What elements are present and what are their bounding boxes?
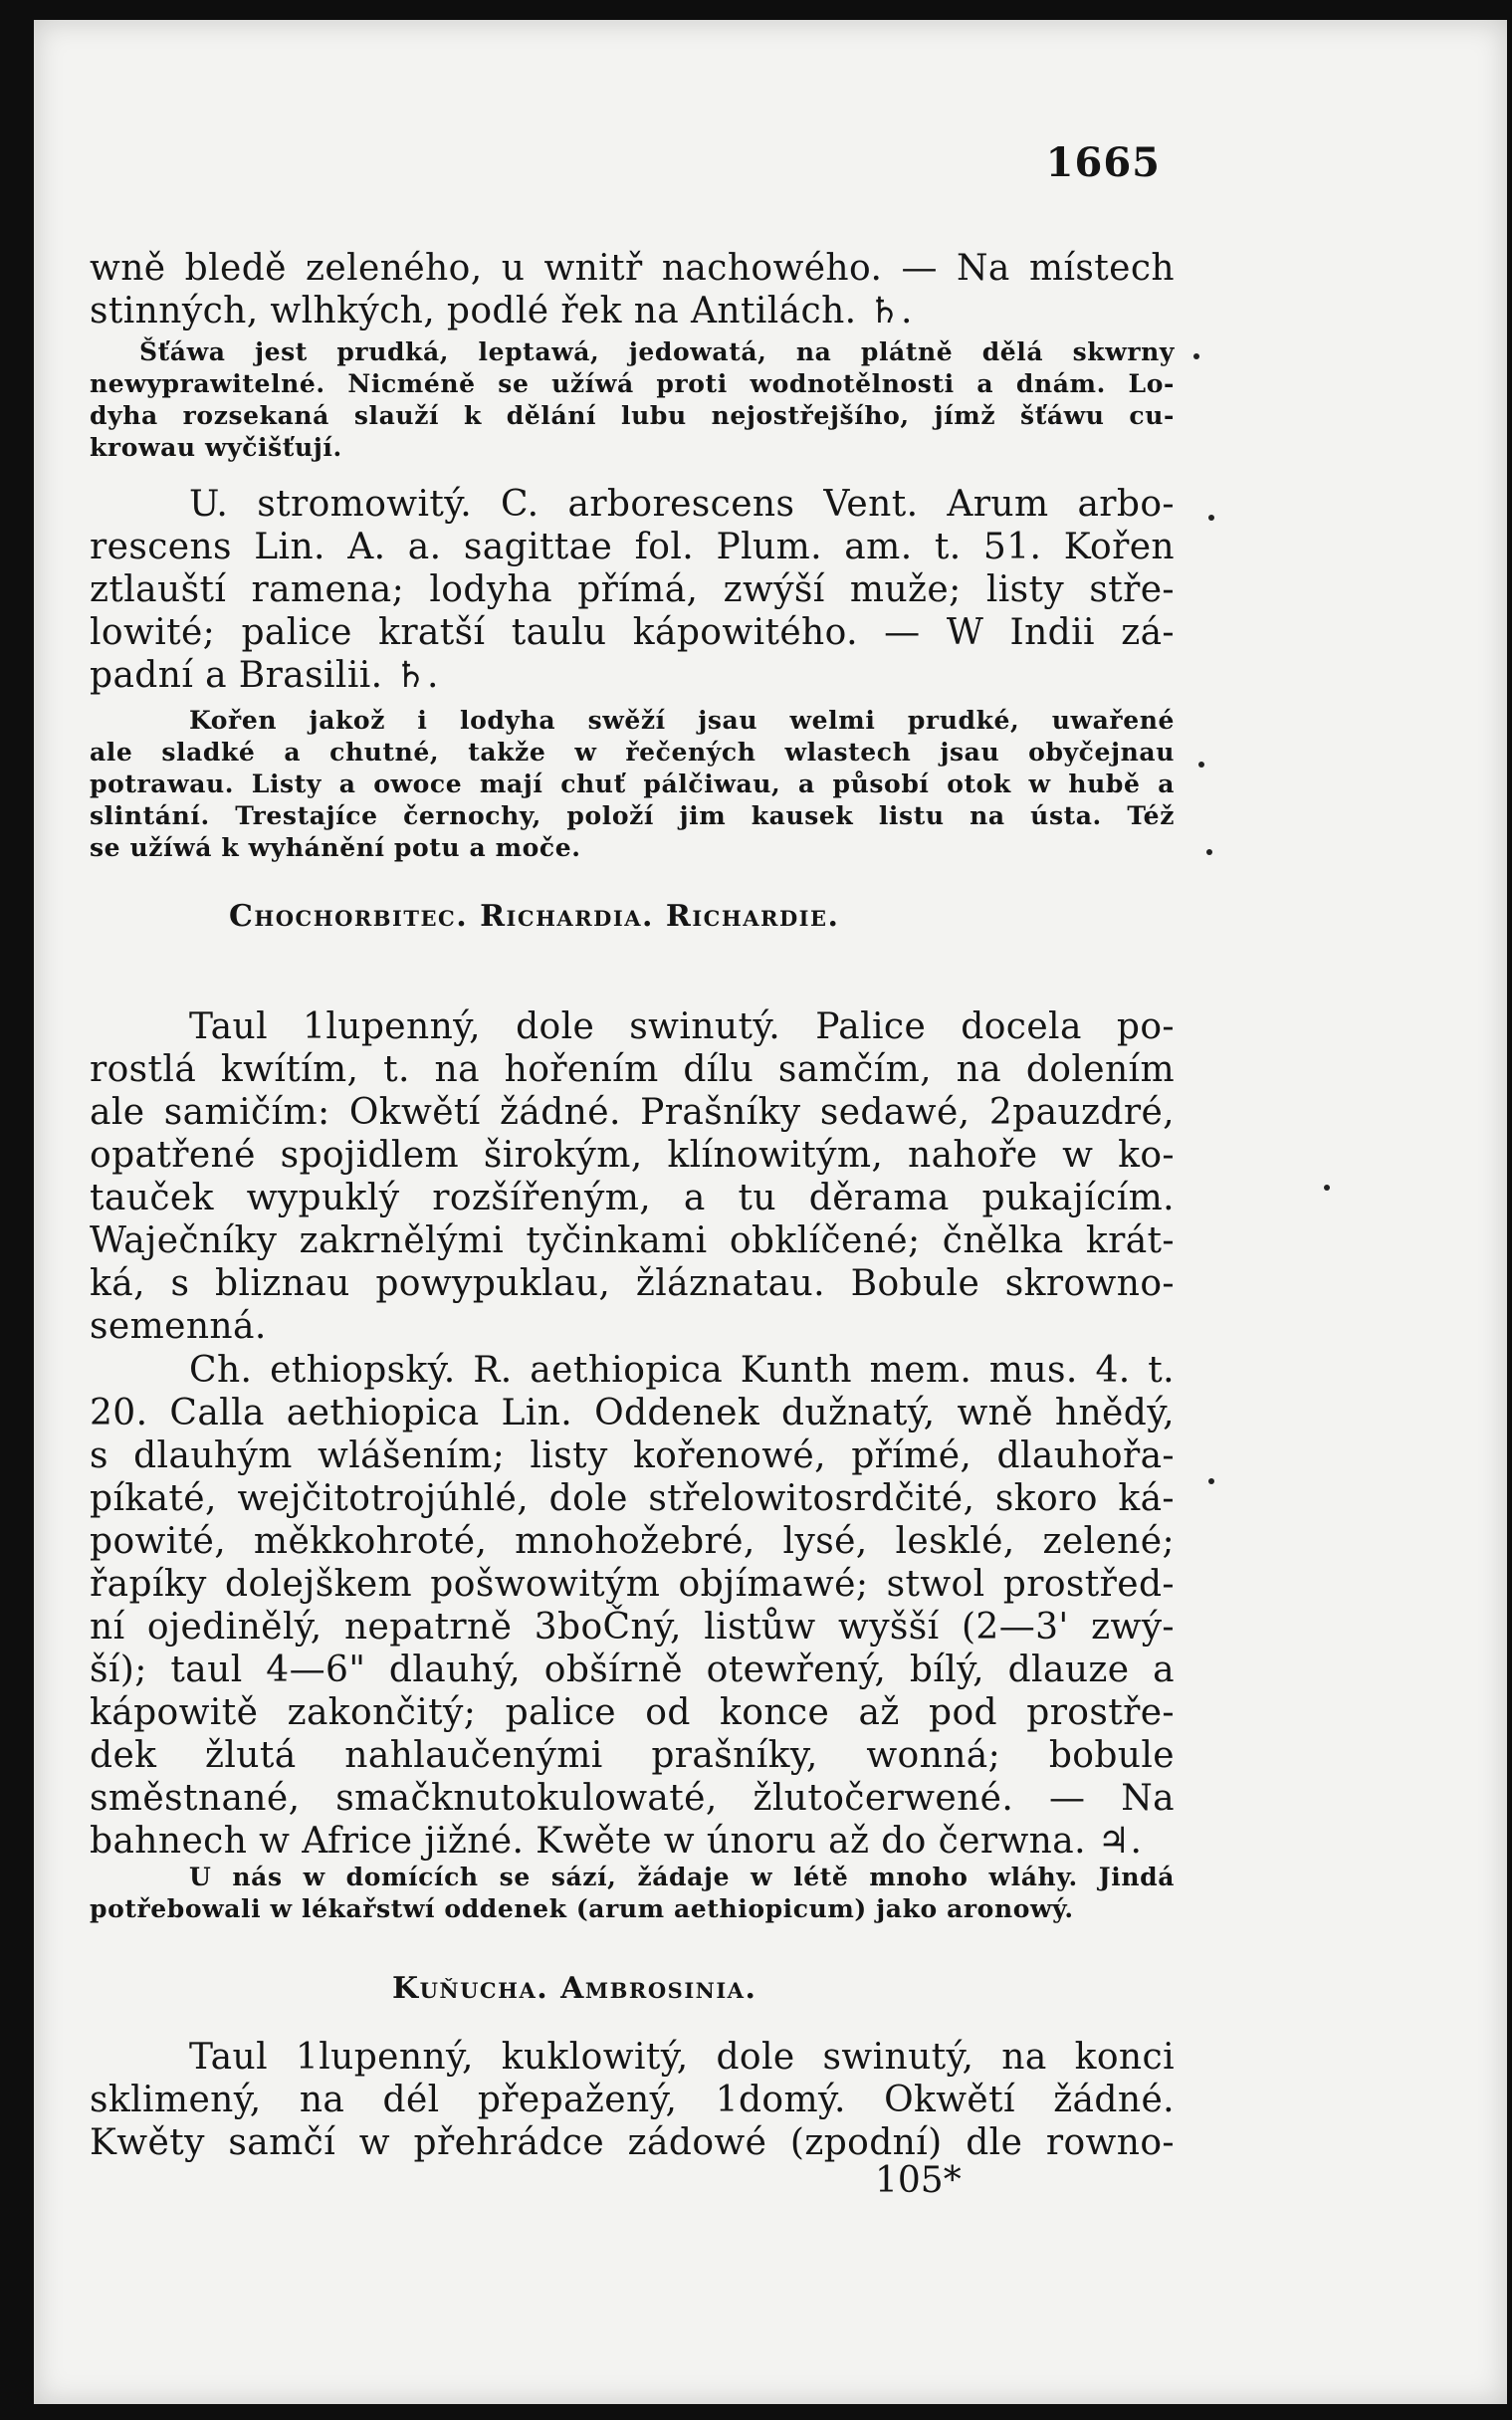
text-line: dek žlutá nahlaučenými prašníky, wonná; bobule bbox=[90, 1735, 1175, 1776]
text-line: stinných, wlhkých, podlé řek na Antilách. ♄. bbox=[90, 291, 913, 331]
text-line: slintání. Trestajíce černochy, položí jim kausek listu na ústa. Též bbox=[90, 801, 1175, 830]
book-page bbox=[34, 20, 1507, 2404]
paragraph-arborescens bbox=[90, 483, 1175, 697]
print-speck bbox=[1206, 849, 1212, 855]
text-line: Kwěty samčí w přehrádce zádowé (zpodní) dle rowno- bbox=[90, 2122, 1175, 2163]
text-line: směstnané, smačknutokulowaté, žlutočerwené. — Na bbox=[90, 1778, 1175, 1819]
text-line: Ch. ethiopský. R. aethiopica Kunth mem. mus. 4. t. bbox=[189, 1350, 1175, 1391]
text-line: tauček wypuklý rozšířeným, a tu děrama pukajícím. bbox=[90, 1178, 1175, 1218]
print-speck bbox=[1193, 353, 1199, 359]
text-line: semenná. bbox=[90, 1306, 267, 1347]
text-line: sklimený, na dél přepažený, 1domý. Okwětí žádné. bbox=[90, 2080, 1175, 2120]
text-line: Taul 1lupenný, dole swinutý. Palice docela po- bbox=[189, 1006, 1175, 1047]
text-line: ztlauští ramena; lodyha přímá, zwýší muže; listy stře- bbox=[90, 569, 1175, 610]
paragraph-ambrosinia-description bbox=[90, 2036, 1175, 2164]
paragraph-richardia-aethiopica bbox=[90, 1349, 1175, 1863]
text-line: U. stromowitý. C. arborescens Vent. Arum arbo- bbox=[189, 484, 1175, 525]
text-line: ší); taul 4—6" dlauhý, obšírně otewřený, bílý, dlauze a bbox=[90, 1650, 1175, 1690]
text-line: powité, měkkohroté, mnohožebré, lysé, lesklé, zelené; bbox=[90, 1521, 1175, 1562]
text-line: ní ojedinělý, nepatrně 3boČný, listůw wyšší (2—3' zwý- bbox=[90, 1607, 1175, 1648]
text-line: rostlá kwítím, t. na hořením dílu samčím, na dolením bbox=[90, 1049, 1175, 1090]
signature-mark: 105* bbox=[875, 2160, 962, 2201]
text-line: se užíwá k wyhánění potu a moče. bbox=[90, 833, 581, 862]
text-line: lowité; palice kratší taulu kápowitého. — W Indii zá- bbox=[90, 612, 1175, 653]
text-line: padní a Brasilii. ♄. bbox=[90, 655, 439, 696]
text-line: rescens Lin. A. a. sagittae fol. Plum. am. t. 51. Kořen bbox=[90, 527, 1175, 567]
paragraph-arum-notes bbox=[90, 336, 1175, 464]
paragraph-richardia-description bbox=[90, 1005, 1175, 1348]
genus-heading-richardia: Chochorbitec. Richardia. Richardie. bbox=[229, 899, 840, 934]
text-line: newyprawitelné. Nicméně se užíwá proti wodnotělnosti a dnám. Lo- bbox=[90, 369, 1175, 398]
page-number: 1665 bbox=[1045, 139, 1161, 186]
paragraph-arum-habitat bbox=[90, 247, 1175, 332]
text-line: potrawau. Listy a owoce mají chuť pálčiwau, a působí otok w hubě a bbox=[90, 770, 1175, 798]
text-line: dyha rozsekaná slauží k dělání lubu nejostřejšího, jímž šťáwu cu- bbox=[90, 401, 1175, 430]
text-line: U nás w domících se sází, žádaje w létě mnoho wláhy. Jindá bbox=[189, 1863, 1175, 1891]
genus-heading-ambrosinia: Kuňucha. Ambrosinia. bbox=[392, 1971, 757, 2006]
text-line: potřebowali w lékařstwí oddenek (arum aethiopicum) jako aronowý. bbox=[90, 1894, 1074, 1923]
text-line: Waječníky zakrnělými tyčinkami obklíčené; čnělka krát- bbox=[90, 1220, 1175, 1261]
text-line: ale samičím: Okwětí žádné. Prašníky sedawé, 2pauzdré, bbox=[90, 1092, 1175, 1133]
print-speck bbox=[1208, 515, 1214, 521]
text-line: s dlauhým wlášením; listy kořenowé, přímé, dlauhořa- bbox=[90, 1435, 1175, 1476]
text-line: wně bledě zeleného, u wnitř nachowého. — Na místech bbox=[90, 248, 1175, 289]
paragraph-aethiopica-notes bbox=[90, 1862, 1175, 1925]
print-speck bbox=[1324, 1185, 1330, 1191]
text-line: Kořen jakož i lodyha swěží jsau welmi prudké, uwařené bbox=[189, 706, 1175, 735]
paragraph-arborescens-notes bbox=[90, 705, 1175, 864]
text-line: Taul 1lupenný, kuklowitý, dole swinutý, na konci bbox=[189, 2037, 1175, 2078]
text-line: krowau wyčišťují. bbox=[90, 433, 342, 462]
print-speck bbox=[1198, 762, 1204, 768]
text-line: píkaté, wejčitotrojúhlé, dole střelowitosrdčité, skoro ká- bbox=[90, 1478, 1175, 1519]
text-line: kápowitě zakončitý; palice od konce až pod prostře- bbox=[90, 1692, 1175, 1733]
text-line: řapíky dolejškem pošwowitým objímawé; stwol prostřed- bbox=[90, 1564, 1175, 1605]
print-speck bbox=[1208, 1478, 1214, 1484]
text-line: opatřené spojidlem širokým, klínowitým, nahoře w ko- bbox=[90, 1135, 1175, 1176]
text-line: ale sladké a chutné, takže w řečených wlastech jsau obyčejnau bbox=[90, 738, 1175, 767]
text-line: Šťáwa jest prudká, leptawá, jedowatá, na plátně dělá skwrny bbox=[139, 337, 1175, 366]
text-line: bahnech w Africe jižné. Kwěte w únoru až do čerwna. ♃. bbox=[90, 1821, 1143, 1862]
text-line: 20. Calla aethiopica Lin. Oddenek dužnatý, wně hnědý, bbox=[90, 1393, 1175, 1433]
text-line: ká, s bliznau powypuklau, žláznatau. Bobule skrowno- bbox=[90, 1263, 1175, 1304]
